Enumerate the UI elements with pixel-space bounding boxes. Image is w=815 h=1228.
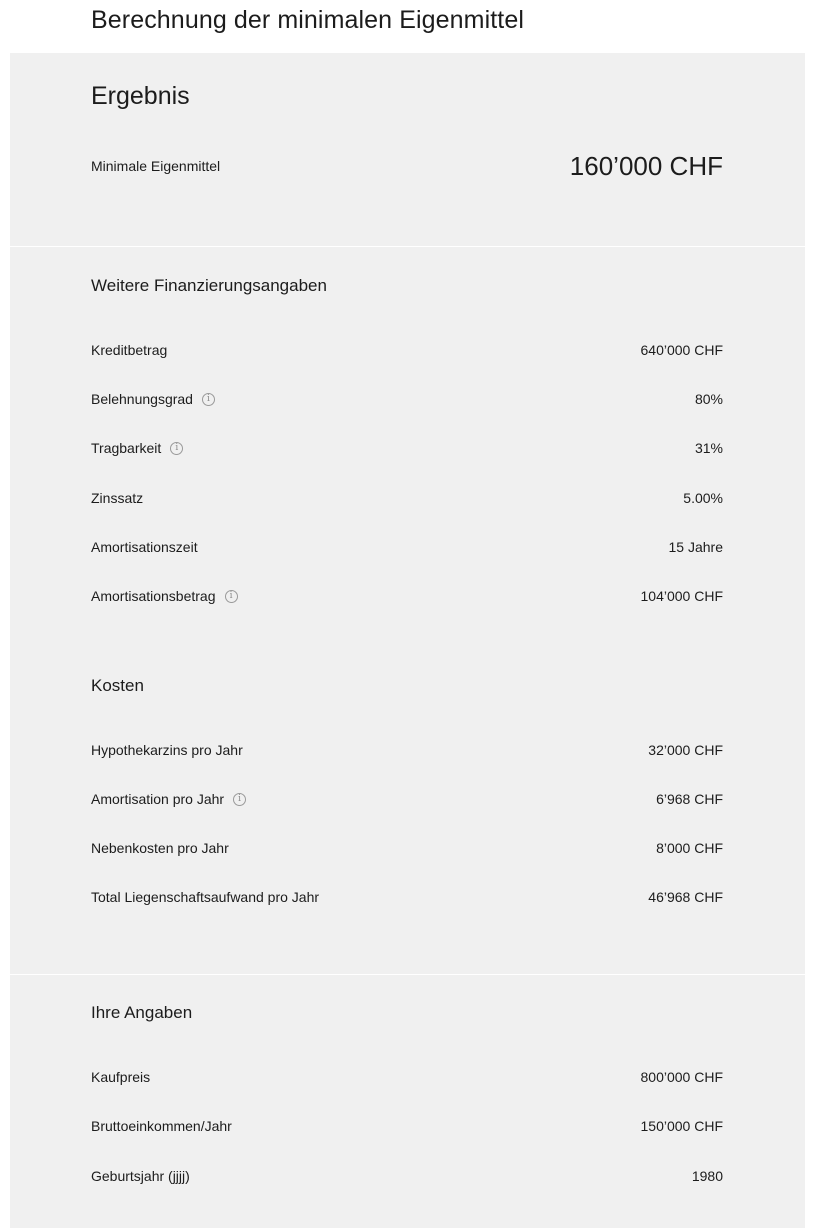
row-value: 104’000 CHF — [640, 588, 723, 604]
row-label: Kaufpreis — [91, 1069, 151, 1085]
row-label: Amortisation pro Jahr — [91, 791, 225, 807]
financing-row-amortisationszeit — [91, 535, 723, 559]
costs-row-total — [91, 885, 723, 909]
row-value: 15 Jahre — [668, 539, 723, 555]
result-panel — [10, 53, 805, 246]
user-inputs-panel — [10, 975, 805, 1228]
row-label: Tragbarkeit — [91, 440, 162, 456]
financing-row-tragbarkeit — [91, 436, 723, 460]
inputs-row-kaufpreis — [91, 1065, 723, 1089]
row-label: Bruttoeinkommen/Jahr — [91, 1118, 232, 1134]
financing-section-title: Weitere Finanzierungsangaben — [91, 276, 327, 295]
info-icon[interactable]: i — [202, 393, 215, 406]
row-value: 80% — [694, 391, 723, 407]
page-title: Berechnung der minimalen Eigenmittel — [91, 6, 524, 34]
row-label: Geburtsjahr (jjjj) — [91, 1168, 190, 1184]
row-value: 640’000 CHF — [640, 342, 723, 358]
result-label: Minimale Eigenmittel — [91, 158, 221, 174]
row-value: 6’968 CHF — [656, 791, 723, 807]
row-value: 46’968 CHF — [648, 889, 723, 905]
info-icon[interactable]: i — [225, 590, 238, 603]
costs-section-title: Kosten — [91, 676, 144, 695]
inputs-row-bruttoeinkommen — [91, 1114, 723, 1138]
row-label: Kreditbetrag — [91, 342, 168, 358]
info-icon[interactable]: i — [233, 793, 246, 806]
costs-row-nebenkosten — [91, 836, 723, 860]
financing-row-amortisationsbetrag — [91, 584, 723, 608]
financing-row-belehnungsgrad — [91, 387, 723, 411]
row-label: Amortisationszeit — [91, 539, 198, 555]
financing-details-panel — [10, 247, 805, 974]
row-value: 32’000 CHF — [648, 742, 723, 758]
inputs-row-geburtsjahr — [91, 1164, 723, 1188]
costs-row-hypothekarzins — [91, 738, 723, 762]
inputs-section-title: Ihre Angaben — [91, 1003, 193, 1022]
result-row — [91, 150, 723, 181]
financing-row-zinssatz — [91, 486, 723, 510]
row-value: 800’000 CHF — [640, 1069, 723, 1085]
row-label: Zinssatz — [91, 490, 144, 506]
row-value: 8’000 CHF — [656, 840, 723, 856]
financing-row-kreditbetrag — [91, 338, 723, 362]
result-value: 160’000 CHF — [569, 150, 723, 181]
row-label: Nebenkosten pro Jahr — [91, 840, 229, 856]
row-label: Belehnungsgrad — [91, 391, 193, 407]
row-label: Total Liegenschaftsaufwand pro Jahr — [91, 889, 320, 905]
result-title: Ergebnis — [91, 82, 190, 110]
row-label: Hypothekarzins pro Jahr — [91, 742, 243, 758]
row-label: Amortisationsbetrag — [91, 588, 216, 604]
info-icon[interactable]: i — [170, 442, 183, 455]
costs-row-amortisation — [91, 787, 723, 811]
row-value: 1980 — [691, 1168, 723, 1184]
row-value: 150’000 CHF — [640, 1118, 723, 1134]
row-value: 31% — [694, 440, 723, 456]
row-value: 5.00% — [683, 490, 723, 506]
